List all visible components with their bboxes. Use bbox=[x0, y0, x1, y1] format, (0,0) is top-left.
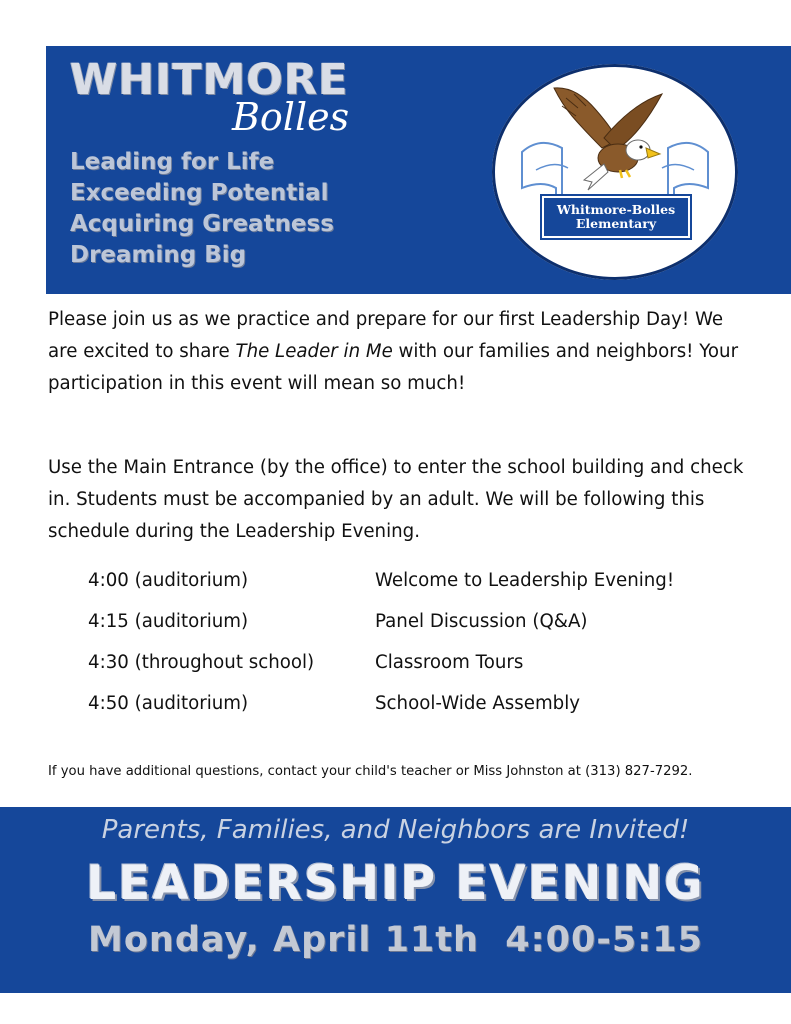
motto-item: Leading for Life bbox=[70, 149, 275, 175]
logo-caption-line: Elementary bbox=[575, 216, 657, 231]
event-date: Monday, April 11th 4:00-5:15 bbox=[88, 920, 703, 960]
intro-text: with our families and neighbors! Your participation in this event will mean so much! bbox=[48, 341, 739, 394]
school-name-script: Bolles bbox=[232, 95, 350, 139]
intro-paragraph bbox=[48, 304, 748, 400]
schedule-time: 4:15 (auditorium) bbox=[88, 611, 249, 632]
motto-item: Exceeding Potential bbox=[70, 180, 329, 206]
schedule-row bbox=[88, 601, 738, 642]
motto-list bbox=[70, 147, 334, 271]
event-title: LEADERSHIP EVENING bbox=[86, 856, 705, 911]
schedule-time: 4:00 (auditorium) bbox=[88, 570, 249, 591]
school-name: WHITMORE bbox=[70, 55, 349, 105]
intro-text: Please join us as we practice and prepare for our first Leadership Day! We are excited to share bbox=[48, 309, 724, 362]
motto-item: Dreaming Big bbox=[70, 242, 247, 268]
schedule-list bbox=[88, 560, 738, 724]
schedule-activity: Panel Discussion (Q&A) bbox=[375, 611, 588, 632]
entrance-paragraph: Use the Main Entrance (by the office) to enter the school building and check in. Students must be accompanied by an adult. We will be following this schedule during the Leadership Evening. bbox=[48, 457, 744, 542]
contact-note: If you have additional questions, contact your child's teacher or Miss Johnston at (313) 827-7292. bbox=[48, 764, 693, 779]
logo-caption-line: Whitmore-Bolles bbox=[556, 202, 676, 217]
schedule-activity: Classroom Tours bbox=[375, 652, 524, 673]
schedule-time: 4:30 (throughout school) bbox=[88, 652, 315, 673]
school-logo bbox=[492, 64, 738, 280]
intro-emphasis: The Leader in Me bbox=[235, 341, 393, 362]
schedule-activity: Welcome to Leadership Evening! bbox=[375, 570, 675, 591]
motto-item: Acquiring Greatness bbox=[70, 211, 334, 237]
schedule-activity: School-Wide Assembly bbox=[375, 693, 581, 714]
logo-caption bbox=[542, 196, 690, 238]
schedule-row bbox=[88, 683, 738, 724]
invite-line: Parents, Families, and Neighbors are Invited! bbox=[101, 815, 690, 845]
schedule-row bbox=[88, 642, 738, 683]
eagle-icon bbox=[492, 64, 738, 280]
schedule-time: 4:50 (auditorium) bbox=[88, 693, 249, 714]
schedule-row bbox=[88, 560, 738, 601]
